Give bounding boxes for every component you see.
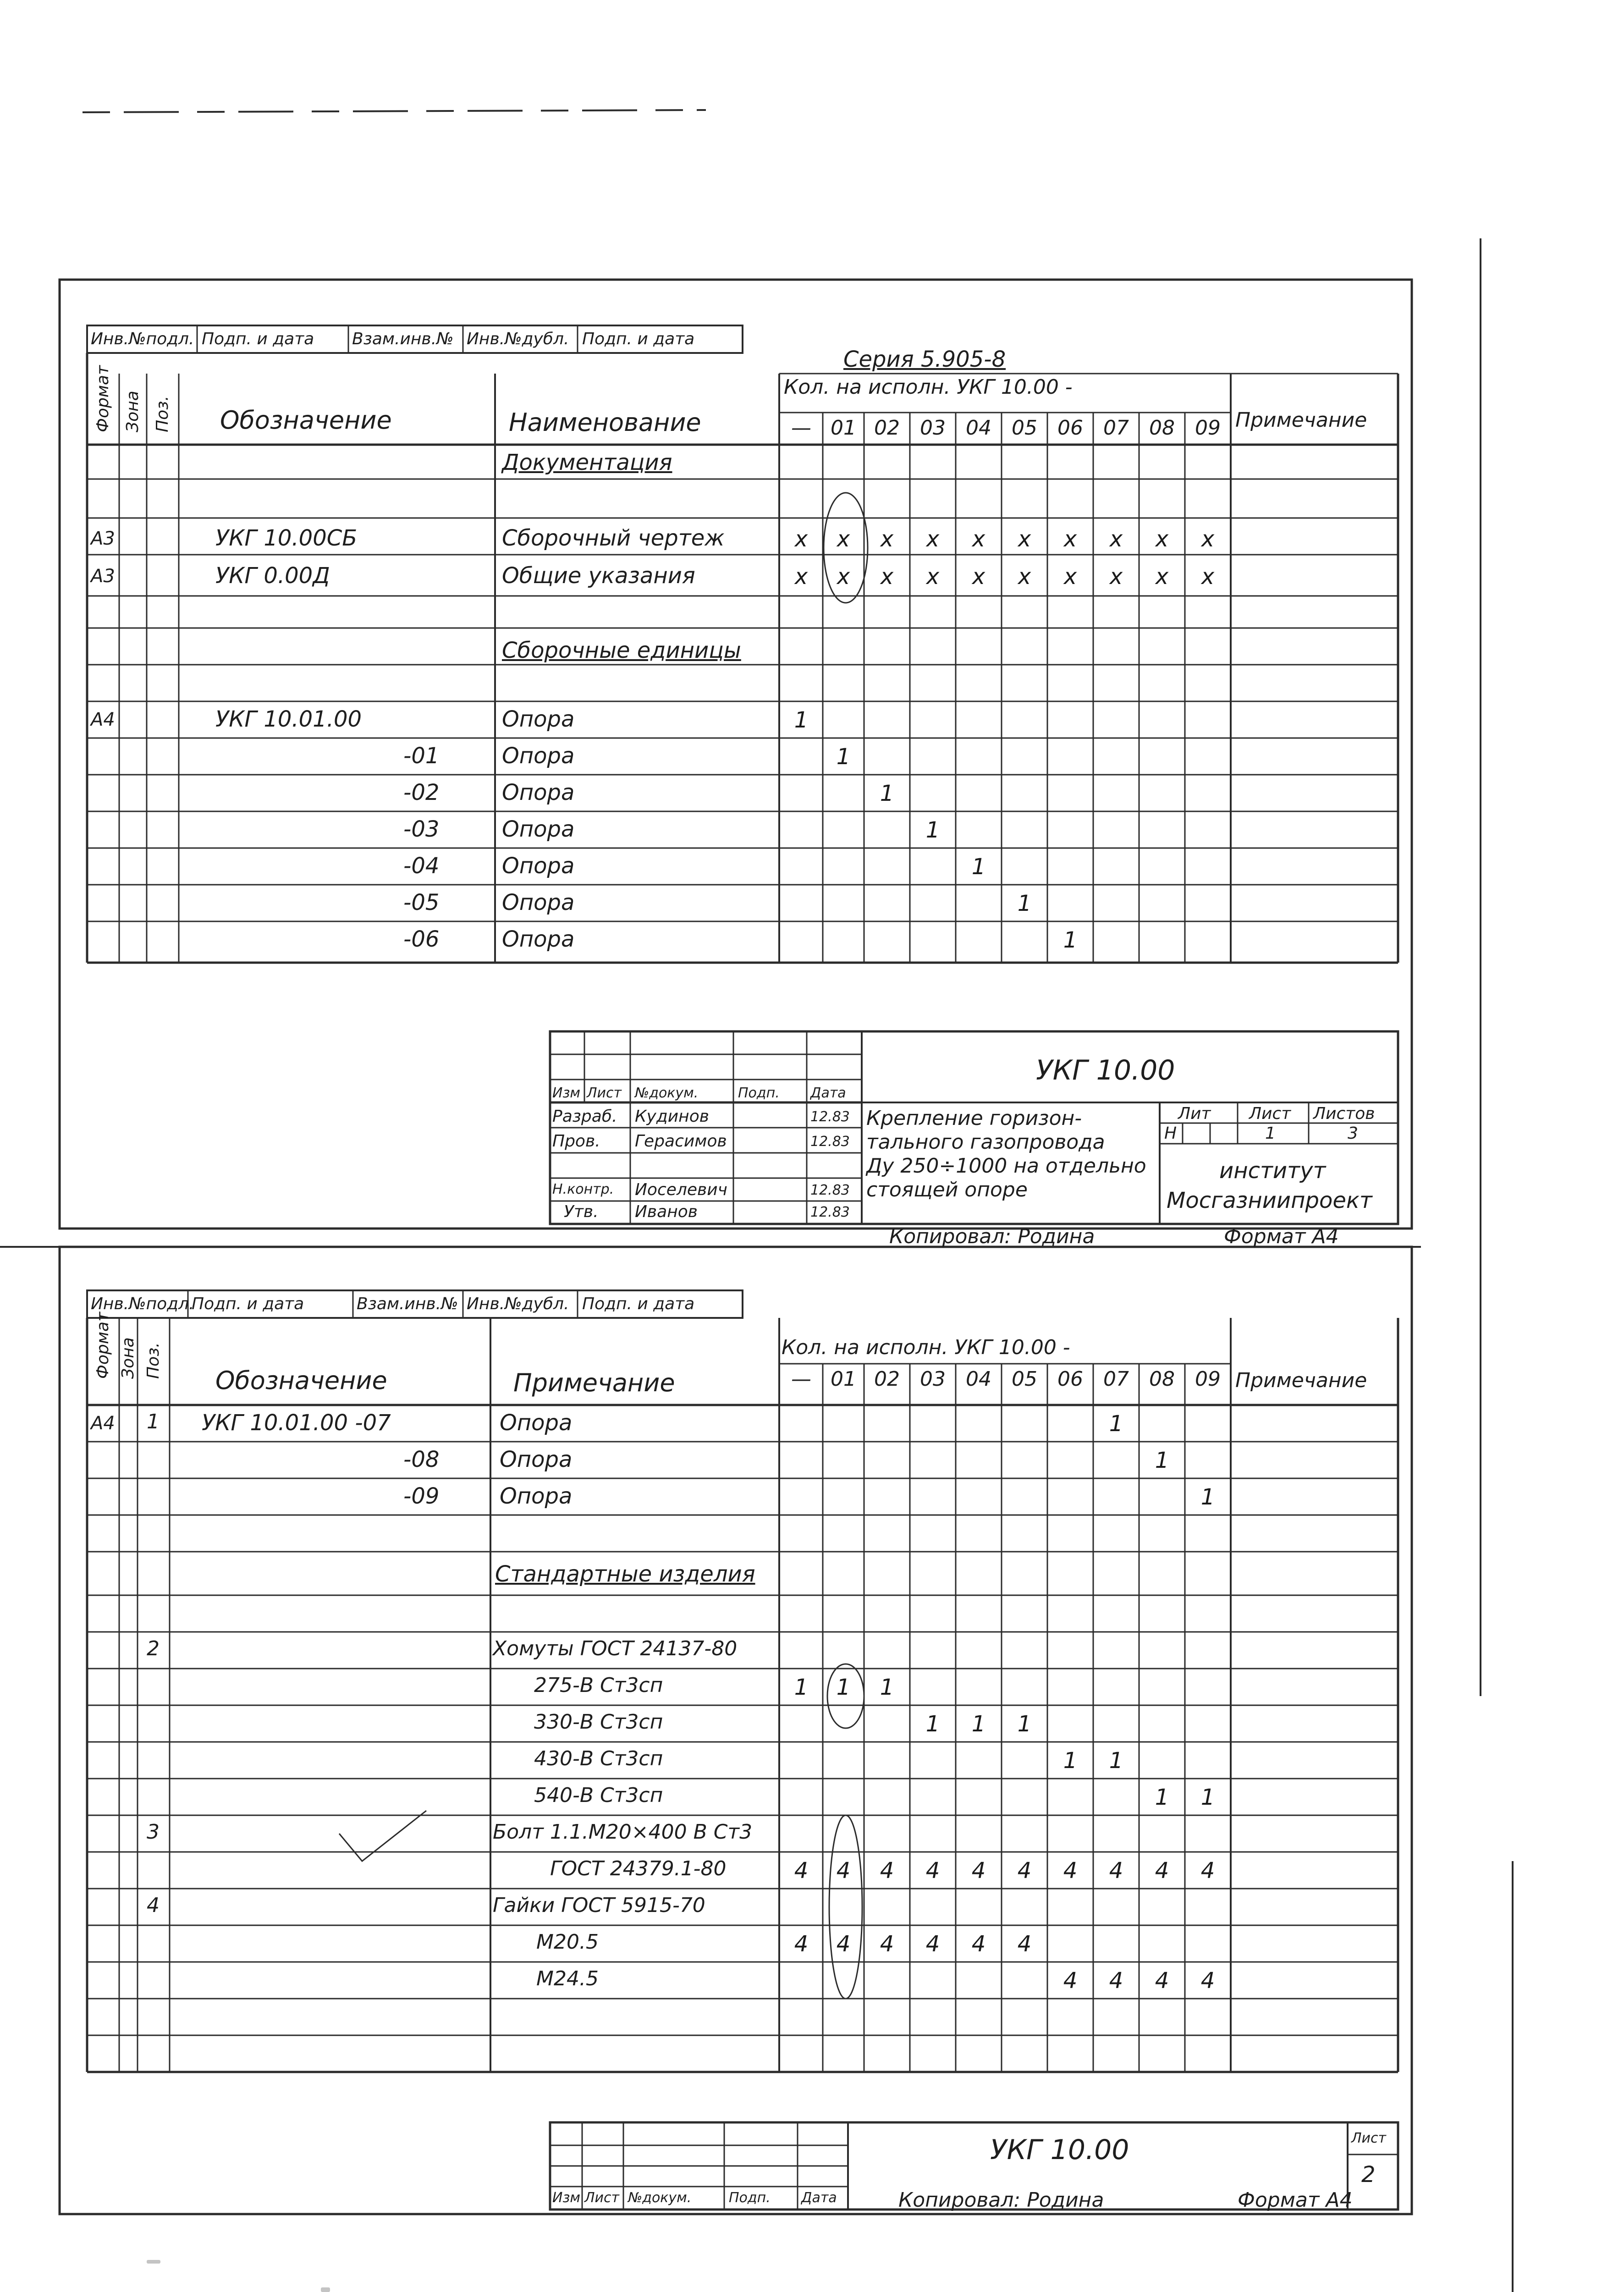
stamp-nkontr-name: Иоселевич	[635, 1180, 727, 1199]
variant-header: 01	[831, 416, 856, 440]
qty-mark: x	[1109, 564, 1123, 590]
inv-strip-cell: Взам.инв.№	[352, 330, 454, 348]
qty-mark: 4	[836, 1931, 851, 1957]
variant-header: 09	[1195, 416, 1221, 440]
qty-mark: 1	[1155, 1448, 1169, 1473]
row-name: 540-В Ст3сп	[534, 1784, 663, 1807]
row-format: А4	[91, 1413, 115, 1434]
stamp-org-line1: институт	[1219, 1158, 1326, 1184]
qty-mark: 4	[1017, 1858, 1032, 1884]
row-name: 430-В Ст3сп	[534, 1747, 663, 1770]
section-standard-items: Стандартные изделия	[495, 1561, 755, 1587]
hdr-note: Примечание	[1235, 408, 1367, 432]
qty-mark: 4	[836, 1858, 851, 1884]
qty-mark: 4	[1063, 1858, 1078, 1884]
row-name: Опора	[502, 890, 575, 915]
qty-mark: 4	[971, 1858, 986, 1884]
stamp-nkontr: Н.контр.	[552, 1181, 614, 1197]
stamp-prov-name: Герасимов	[635, 1132, 727, 1151]
row-name: Сборочный чертеж	[502, 525, 725, 551]
row-format: А3	[91, 566, 115, 587]
stamp-lit-label: Лит	[1178, 1104, 1211, 1123]
variant-header: 04	[966, 416, 991, 440]
stamp-utv-date: 12.83	[810, 1204, 850, 1220]
row-name: Опора	[502, 780, 575, 805]
stamp-title-line3: Ду 250÷1000 на отдельно	[866, 1154, 1146, 1178]
variant-header: 02	[874, 416, 900, 440]
qty-mark: 1	[1155, 1785, 1169, 1810]
qty-mark: 1	[1063, 927, 1078, 953]
stamp-listov-label: Листов	[1313, 1104, 1375, 1123]
variant-header: —	[791, 416, 811, 440]
stamp-hdr-izm: Изм	[552, 1085, 581, 1101]
sheet-format: Формат А4	[1238, 2188, 1353, 2212]
qty-mark: 4	[880, 1931, 894, 1957]
sheet-format: Формат А4	[1224, 1225, 1339, 1248]
qty-mark: x	[794, 564, 808, 590]
stamp2-hdr-doc: №докум.	[628, 2190, 692, 2206]
stamp-prov: Пров.	[552, 1132, 600, 1151]
row-designation: УКГ 0.00Д	[215, 563, 330, 589]
qty-mark: 4	[1200, 1968, 1215, 1994]
hdr-designation: Обозначение	[215, 1366, 387, 1395]
stamp-hdr-date: Дата	[810, 1085, 846, 1101]
qty-mark: x	[837, 564, 850, 590]
row-designation: -05	[403, 890, 440, 915]
qty-mark: 1	[1109, 1411, 1123, 1437]
inv-strip-cell: Инв.№дубл.	[467, 330, 569, 348]
row-name: Опора	[500, 1483, 573, 1509]
qty-mark: 4	[1200, 1858, 1215, 1884]
stamp2-hdr-date: Дата	[801, 2190, 837, 2206]
row-name: Хомуты ГОСТ 24137-80	[493, 1637, 738, 1660]
qty-mark: x	[1018, 526, 1031, 552]
section-assembly-units: Сборочные единицы	[502, 638, 741, 663]
qty-mark: x	[1063, 564, 1077, 590]
qty-mark: 4	[971, 1931, 986, 1957]
qty-mark: 1	[880, 781, 894, 806]
row-position: 1	[147, 1410, 160, 1433]
stamp-title-line2: тального газопровода	[866, 1130, 1105, 1154]
qty-mark: 1	[1200, 1785, 1215, 1810]
stamp-hdr-list: Лист	[587, 1085, 622, 1101]
stamp-hdr-doc: №докум.	[635, 1085, 699, 1101]
variant-header: 07	[1103, 416, 1129, 440]
qty-mark: 1	[1017, 891, 1032, 916]
row-name: Опора	[500, 1410, 573, 1436]
hdr-pos: Поз.	[153, 396, 172, 432]
qty-mark: x	[1155, 564, 1169, 590]
qty-mark: x	[1109, 526, 1123, 552]
qty-mark: 1	[1109, 1748, 1123, 1774]
stamp-razrab-name: Кудинов	[635, 1107, 709, 1126]
stamp-list-label: Лист	[1249, 1104, 1291, 1123]
qty-mark: 1	[794, 707, 809, 733]
qty-mark: x	[1155, 526, 1169, 552]
qty-mark: 4	[925, 1931, 940, 1957]
qty-mark: x	[1201, 526, 1215, 552]
qty-mark: 1	[971, 854, 986, 880]
hdr-format: Формат	[94, 365, 112, 432]
hdr-zone: Зона	[123, 391, 142, 432]
row-designation: УКГ 10.01.00 -07	[202, 1410, 391, 1436]
row-name: 330-В Ст3сп	[534, 1710, 663, 1734]
qty-mark: 4	[880, 1858, 894, 1884]
qty-mark: x	[794, 526, 808, 552]
row-position: 4	[147, 1894, 160, 1917]
hdr-zone: Зона	[119, 1337, 138, 1379]
hdr-format: Формат	[94, 1311, 112, 1379]
variant-header: 05	[1012, 416, 1037, 440]
variant-header: 09	[1195, 1367, 1221, 1391]
qty-mark: 4	[1109, 1968, 1123, 1994]
stamp2-hdr-sign: Подп.	[729, 2190, 771, 2206]
row-name: Опора	[502, 816, 575, 842]
inv-strip-cell: Подп. и дата	[202, 330, 314, 348]
variant-header: 06	[1057, 1367, 1083, 1391]
hdr-note: Примечание	[1235, 1369, 1367, 1392]
qty-mark: x	[837, 526, 850, 552]
stamp-lit-value: Н	[1164, 1124, 1177, 1143]
variant-header: 06	[1057, 416, 1083, 440]
row-name: Болт 1.1.М20×400 В Ст3	[493, 1820, 753, 1844]
inv-strip-cell: Подп. и дата	[582, 330, 695, 348]
hdr-qty-title: Кол. на исполн. УКГ 10.00 -	[784, 375, 1073, 399]
stamp-utv: Утв.	[564, 1202, 599, 1221]
qty-mark: x	[972, 526, 985, 552]
scan-speck	[321, 2287, 330, 2292]
qty-mark: 1	[836, 1675, 851, 1700]
row-designation: -02	[403, 780, 440, 805]
row-name: Опора	[502, 706, 575, 732]
variant-header: 07	[1103, 1367, 1129, 1391]
row-designation: -01	[403, 743, 440, 769]
stamp-org-line2: Мосгазниипроект	[1167, 1188, 1372, 1213]
stamp-razrab: Разраб.	[552, 1107, 617, 1126]
qty-mark: 4	[1063, 1968, 1078, 1994]
qty-mark: 4	[925, 1858, 940, 1884]
qty-mark: 4	[1109, 1858, 1123, 1884]
qty-mark: x	[880, 564, 894, 590]
qty-mark: x	[972, 564, 985, 590]
row-name: Опора	[500, 1447, 573, 1472]
row-designation: -09	[403, 1483, 440, 1509]
row-name: М24.5	[536, 1967, 599, 1990]
stamp-list-value: 1	[1265, 1124, 1276, 1143]
scan-speck	[147, 2260, 160, 2264]
inv-strip-cell: Подп. и дата	[192, 1295, 304, 1313]
stamp-hdr-sign: Подп.	[738, 1085, 780, 1101]
qty-mark: 1	[1063, 1748, 1078, 1774]
hdr-name: Наименование	[509, 408, 701, 437]
row-name: ГОСТ 24379.1-80	[550, 1857, 727, 1880]
variant-header: 08	[1149, 416, 1175, 440]
variant-header: 03	[920, 416, 946, 440]
row-position: 3	[147, 1820, 160, 1844]
variant-header: 04	[966, 1367, 991, 1391]
qty-mark: 1	[925, 1711, 940, 1737]
hdr-qty-title: Кол. на исполн. УКГ 10.00 -	[782, 1336, 1070, 1359]
stamp-listov-value: 3	[1348, 1124, 1358, 1143]
qty-mark: 1	[794, 1675, 809, 1700]
stamp-prov-date: 12.83	[810, 1134, 850, 1150]
qty-mark: 4	[1017, 1931, 1032, 1957]
stamp2-hdr-list: Лист	[584, 2190, 620, 2206]
stamp2-hdr-izm: Изм	[552, 2190, 581, 2206]
row-name: Общие указания	[502, 563, 695, 589]
row-designation: -06	[403, 926, 440, 952]
stamp-nkontr-date: 12.83	[810, 1182, 850, 1198]
stamp-utv-name: Иванов	[635, 1202, 698, 1221]
qty-mark: 4	[1155, 1858, 1169, 1884]
qty-mark: x	[1018, 564, 1031, 590]
row-designation: -04	[403, 853, 440, 879]
stamp2-sheet-label: Лист	[1351, 2130, 1387, 2146]
stamp2-sheet-number: 2	[1361, 2162, 1376, 2187]
row-position: 2	[147, 1637, 160, 1660]
row-designation: -03	[403, 816, 440, 842]
qty-mark: 1	[925, 817, 940, 843]
qty-mark: 1	[1017, 1711, 1032, 1737]
qty-mark: 4	[1155, 1968, 1169, 1994]
inv-strip-cell: Взам.инв.№	[357, 1295, 458, 1313]
row-name: М20.5	[536, 1930, 599, 1954]
inv-strip-cell: Инв.№дубл.	[467, 1295, 569, 1313]
section-documentation: Документация	[502, 450, 672, 475]
qty-mark: x	[1063, 526, 1077, 552]
row-designation: УКГ 10.01.00	[215, 706, 362, 732]
hdr-pos: Поз.	[144, 1342, 163, 1379]
row-name: 275-В Ст3сп	[534, 1674, 663, 1697]
inv-strip-cell: Инв.№подл.	[91, 330, 194, 348]
qty-mark: x	[926, 526, 940, 552]
variant-header: 08	[1149, 1367, 1175, 1391]
qty-mark: x	[880, 526, 894, 552]
row-format: А3	[91, 528, 115, 549]
variant-header: —	[791, 1367, 811, 1391]
stamp-razrab-date: 12.83	[810, 1109, 850, 1125]
stamp-code: УКГ 10.00	[1036, 1054, 1175, 1086]
inv-strip-cell: Инв.№подл.	[91, 1295, 194, 1313]
row-name: Опора	[502, 926, 575, 952]
qty-mark: 1	[1200, 1484, 1215, 1510]
variant-header: 03	[920, 1367, 946, 1391]
hdr-name: Примечание	[513, 1368, 675, 1397]
variant-header: 05	[1012, 1367, 1037, 1391]
qty-mark: 1	[880, 1675, 894, 1700]
stamp2-code: УКГ 10.00	[990, 2134, 1129, 2166]
row-name: Опора	[502, 743, 575, 769]
inv-strip-cell: Подп. и дата	[582, 1295, 695, 1313]
row-format: А4	[91, 709, 115, 730]
qty-mark: x	[926, 564, 940, 590]
stamp-title-line4: стоящей опоре	[866, 1178, 1028, 1201]
qty-mark: 4	[794, 1858, 809, 1884]
qty-mark: 4	[794, 1931, 809, 1957]
variant-header: 02	[874, 1367, 900, 1391]
stamp-title-line1: Крепление горизон-	[866, 1107, 1082, 1130]
copied-by: Копировал: Родина	[889, 1225, 1095, 1248]
qty-mark: x	[1201, 564, 1215, 590]
copied-by: Копировал: Родина	[898, 2188, 1104, 2212]
hdr-designation: Обозначение	[220, 406, 392, 435]
row-designation: -08	[403, 1447, 440, 1472]
series-label: Серия 5.905-8	[843, 347, 1006, 372]
qty-mark: 1	[971, 1711, 986, 1737]
row-designation: УКГ 10.00СБ	[215, 525, 358, 551]
row-name: Гайки ГОСТ 5915-70	[493, 1894, 705, 1917]
row-name: Опора	[502, 853, 575, 879]
qty-mark: 1	[836, 744, 851, 770]
variant-header: 01	[831, 1367, 856, 1391]
